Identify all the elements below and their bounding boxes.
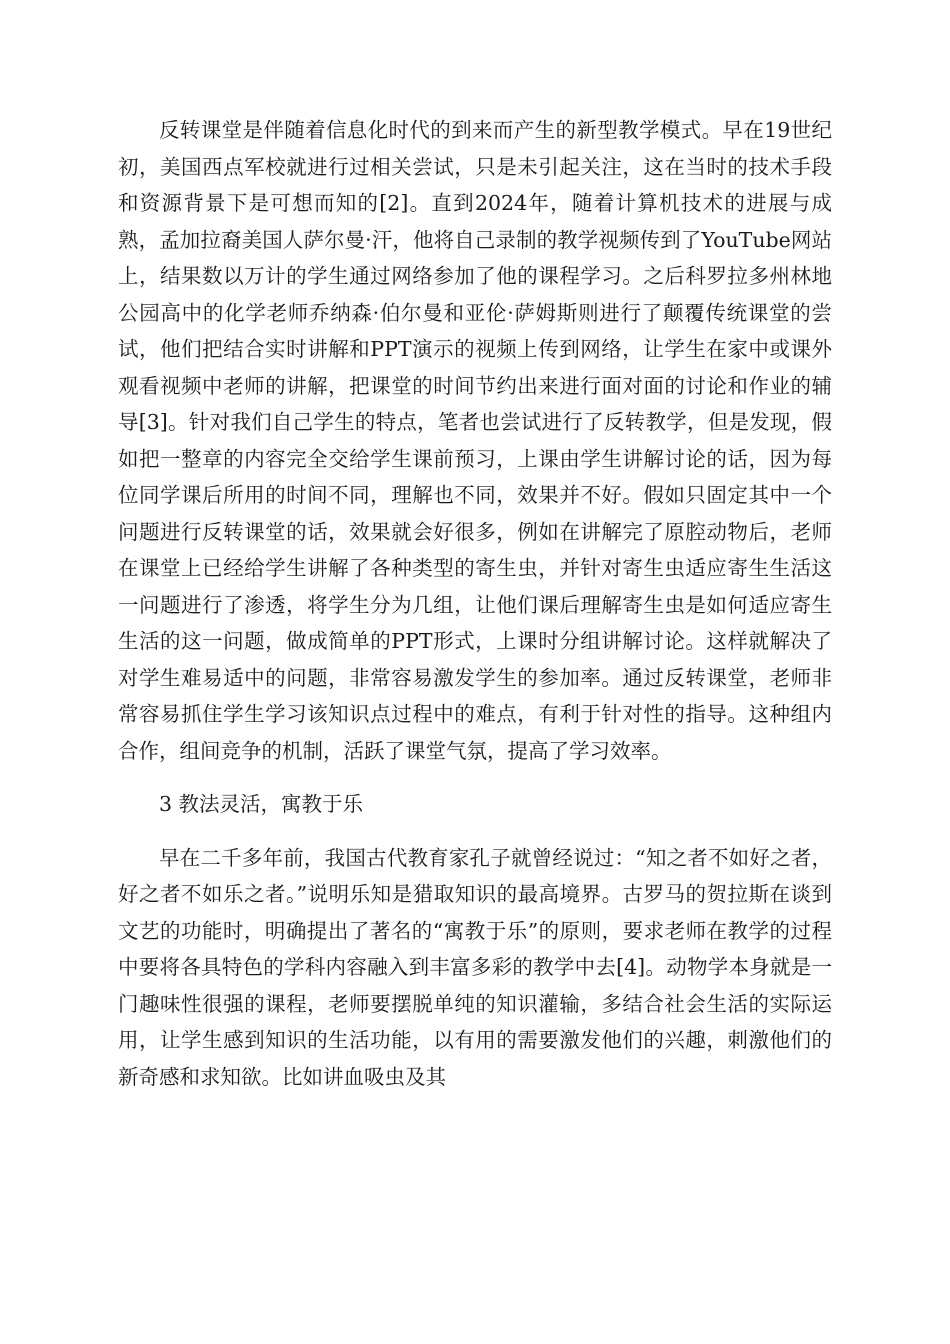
document-page (118, 112, 832, 1095)
paragraph-flipped-classroom: 反转课堂是伴随着信息化时代的到来而产生的新型教学模式。早在19世纪初，美国西点军校就进行过相关尝试，只是未引起关注，这在当时的技术手段和资源背景下是可想而知的[2]。直到2024年，随着计算机技术的进展与成熟，孟加拉裔美国人萨尔曼·汗，他将自己录制的教学视频传到了YouTube网站上，结果数以万计的学生通过网络参加了他的课程学习。之后科罗拉多州林地公园高中的化学老师乔纳森·伯尔曼和亚伦·萨姆斯则进行了颠覆传统课堂的尝试，他们把结合实时讲解和PPT演示的视频上传到网络，让学生在家中或课外观看视频中老师的讲解，把课堂的时间节约出来进行面对面的讨论和作业的辅导[3]。针对我们自己学生的特点，笔者也尝试进行了反转教学，但是发现，假如把一整章的内容完全交给学生课前预习，上课由学生讲解讨论的话，因为每位同学课后所用的时间不同，理解也不同，效果并不好。假如只固定其中一个问题进行反转课堂的话，效果就会好很多，例如在讲解完了原腔动物后，老师在课堂上已经给学生讲解了各种类型的寄生虫，并针对寄生虫适应寄生生活这一问题进行了渗透，将学生分为几组，让他们课后理解寄生虫是如何适应寄生生活的这一问题，做成简单的PPT形式，上课时分组讲解讨论。这样就解决了对学生难易适中的问题，非常容易激发学生的参加率。通过反转课堂，老师非常容易抓住学生学习该知识点过程中的难点，有利于针对性的指导。这种组内合作，组间竞争的机制，活跃了课堂气氛，提高了学习效率。 (118, 118, 832, 763)
section-heading: 3 教法灵活，寓教于乐 (159, 792, 364, 816)
paragraph-teaching-with-fun: 早在二千多年前，我国古代教育家孔子就曾经说过：“知之者不如好之者，好之者不如乐之者。”说明乐知是猎取知识的最高境界。古罗马的贺拉斯在谈到文艺的功能时，明确提出了著名的“寓教于乐”的原则，要求老师在教学的过程中要将各具特色的学科内容融入到丰富多彩的教学中去[4]。动物学本身就是一门趣味性很强的课程，老师要摆脱单纯的知识灌输，多结合社会生活的实际运用，让学生感到知识的生活功能，以有用的需要激发他们的兴趣，刺激他们的新奇感和求知欲。比如讲血吸虫及其 (118, 845, 832, 1089)
